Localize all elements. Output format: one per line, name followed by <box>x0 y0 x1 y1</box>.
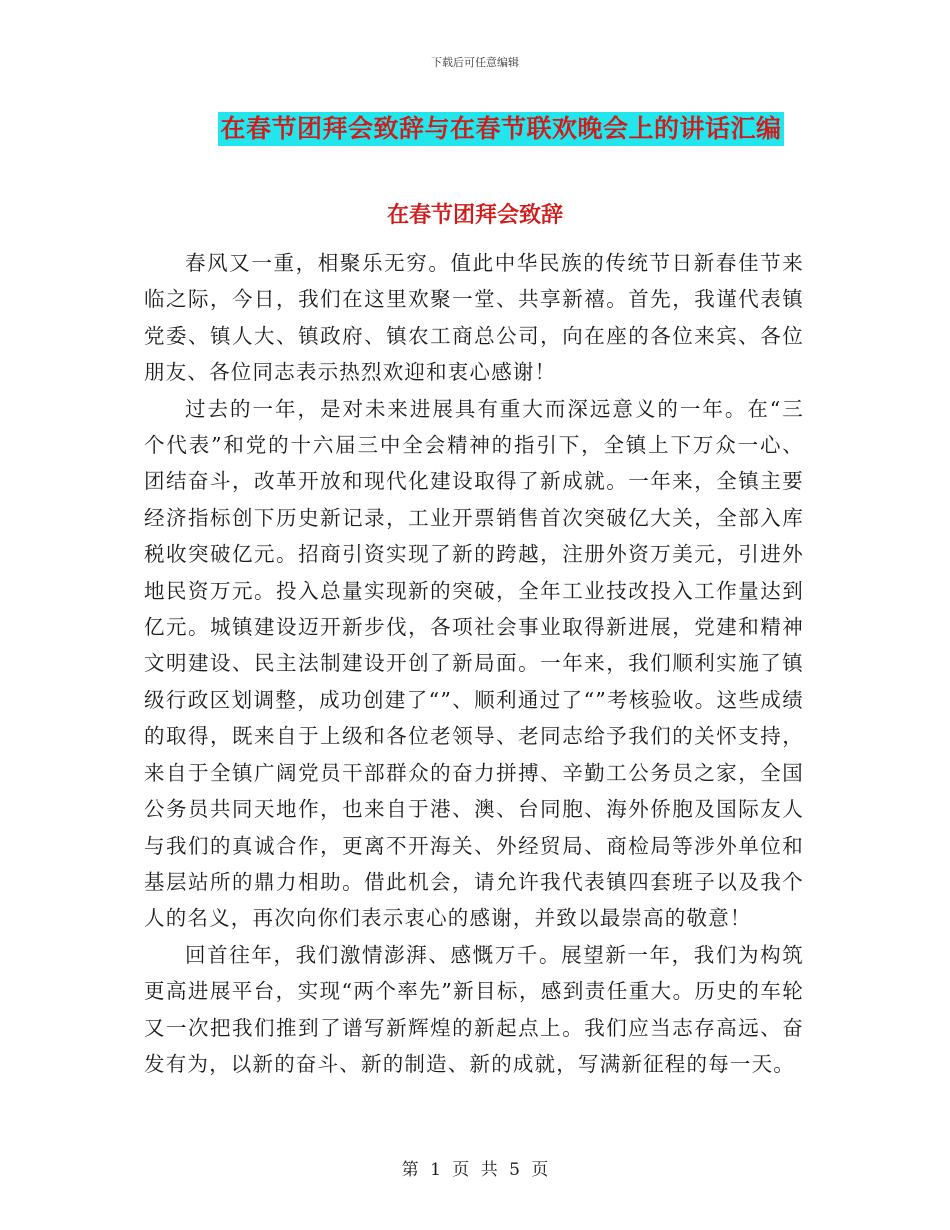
section-title: 在春节团拜会致辞 <box>386 203 563 228</box>
main-title-container <box>0 112 950 146</box>
paragraph: 春风又一重，相聚乐无穷。值此中华民族的传统节日新春佳节来临之际，今日，我们在这里欢聚一堂、共享新禧。首先，我谨代表镇党委、镇人大、镇政府、镇农工商总公司，向在座的各位来宾、各位朋友、各位同志表示热烈欢迎和衷心感谢！ <box>144 251 804 385</box>
paragraph: 过去的一年，是对未来进展具有重大而深远意义的一年。在“三个代表”和党的十六届三中全会精神的指引下，全镇上下万众一心、团结奋斗，改革开放和现代化建设取得了新成就。一年来，全镇主要经济指标创下历史新记录，工业开票销售首次突破亿大关，全部入库税收突破亿元。招商引资实现了新的跨越，注册外资万美元，引进外地民资万元。投入总量实现新的突破，全年工业技改投入工作量达到亿元。城镇建设迈开新步伐，各项社会事业取得新进展，党建和精神文明建设、民主法制建设开创了新局面。一年来，我们顺利实施了镇级行政区划调整，成功创建了“”、顺利通过了“”考核验收。这些成绩的取得，既来自于上级和各位老领导、老同志给予我们的关怀支持，来自于全镇广阔党员干部群众的奋力拼搏、辛勤工公务员之家，全国公务员共同天地作，也来自于港、澳、台同胞、海外侨胞及国际友人与我们的真诚合作，更离不开海关、外经贸局、商检局等涉外单位和基层站所的鼎力相助。借此机会，请允许我代表镇四套班子以及我个人的名义，再次向你们表示衷心的感谢，并致以最崇高的敬意！ <box>144 396 804 931</box>
main-title: 在春节团拜会致辞与在春节联欢晚会上的讲话汇编 <box>218 112 783 146</box>
page-header-note: 下载后可任意编辑 <box>431 56 519 69</box>
page-number-footer: 第 1 页 共 5 页 <box>401 1160 549 1180</box>
paragraph: 回首往年，我们激情澎湃、感慨万千。展望新一年，我们为构筑更高进展平台，实现“两个率先”新目标，感到责任重大。历史的车轮又一次把我们推到了谱写新辉煌的新起点上。我们应当志存高远、奋发有为，以新的奋斗、新的制造、新的成就，写满新征程的每一天。 <box>144 942 804 1076</box>
document-body <box>144 245 804 1082</box>
